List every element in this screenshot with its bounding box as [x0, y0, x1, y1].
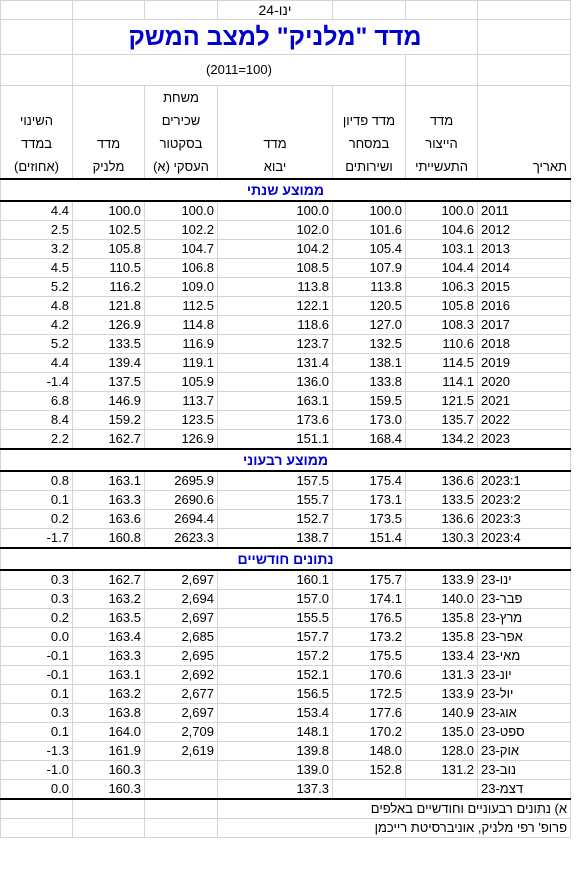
employment-cell: 2,697	[145, 609, 218, 628]
retail-cell: 173.2	[333, 628, 406, 647]
section-annual: ממוצע שנתי	[1, 179, 571, 201]
employment-cell: 102.2	[145, 221, 218, 240]
melnick-cell: 159.2	[73, 411, 145, 430]
imports-cell: 113.8	[218, 278, 333, 297]
retail-cell: 176.5	[333, 609, 406, 628]
date-cell: 2012	[478, 221, 571, 240]
imports-cell: 156.5	[218, 685, 333, 704]
table-row	[1, 647, 571, 666]
industrial-cell: 135.7	[406, 411, 478, 430]
employment-cell: 2,697	[145, 704, 218, 723]
employment-cell: 109.0	[145, 278, 218, 297]
employment-cell: 119.1	[145, 354, 218, 373]
date-cell: אוג-23	[478, 704, 571, 723]
retail-cell: 133.8	[333, 373, 406, 392]
date-cell: 2013	[478, 240, 571, 259]
imports-cell: 148.1	[218, 723, 333, 742]
imports-cell: 160.1	[218, 570, 333, 590]
change-cell: 6.8	[1, 392, 73, 411]
melnick-cell: 164.0	[73, 723, 145, 742]
employment-cell: 126.9	[145, 430, 218, 450]
header-melnick: מדד מלניק	[73, 86, 145, 180]
change-cell: 3.2	[1, 240, 73, 259]
date-cell: 2019	[478, 354, 571, 373]
imports-cell: 155.5	[218, 609, 333, 628]
author-credit: פרופ' רפי מלניק, אוניברסיטת רייכמן	[218, 819, 571, 838]
imports-cell: 100.0	[218, 201, 333, 221]
industrial-cell: 100.0	[406, 201, 478, 221]
employment-cell: 114.8	[145, 316, 218, 335]
melnick-cell: 133.5	[73, 335, 145, 354]
melnick-cell: 163.1	[73, 471, 145, 491]
table-row	[1, 278, 571, 297]
change-cell: 4.2	[1, 316, 73, 335]
retail-cell: 120.5	[333, 297, 406, 316]
industrial-cell: 114.5	[406, 354, 478, 373]
table-row	[1, 201, 571, 221]
table-row	[1, 761, 571, 780]
imports-cell: 137.3	[218, 780, 333, 800]
industrial-cell: 133.5	[406, 491, 478, 510]
melnick-cell: 161.9	[73, 742, 145, 761]
retail-cell: 132.5	[333, 335, 406, 354]
change-cell: 4.8	[1, 297, 73, 316]
table-row	[1, 780, 571, 800]
change-cell: 0.3	[1, 704, 73, 723]
date-cell: 2020	[478, 373, 571, 392]
employment-cell: 113.7	[145, 392, 218, 411]
industrial-cell: 133.9	[406, 570, 478, 590]
retail-cell: 148.0	[333, 742, 406, 761]
page-title: מדד "מלניק" למצב המשק	[73, 20, 478, 55]
change-cell: -1.0	[1, 761, 73, 780]
retail-cell: 174.1	[333, 590, 406, 609]
table-row	[1, 666, 571, 685]
retail-cell: 152.8	[333, 761, 406, 780]
change-cell: 5.2	[1, 335, 73, 354]
melnick-cell: 163.5	[73, 609, 145, 628]
melnick-cell: 105.8	[73, 240, 145, 259]
melnick-cell: 163.2	[73, 685, 145, 704]
date-cell: 2023:1	[478, 471, 571, 491]
table-row	[1, 742, 571, 761]
retail-cell: 175.4	[333, 471, 406, 491]
date-cell: אוק-23	[478, 742, 571, 761]
date-cell: נוב-23	[478, 761, 571, 780]
footnote: א) נתונים רבעוניים וחודשיים באלפים	[218, 799, 571, 819]
imports-cell: 157.2	[218, 647, 333, 666]
retail-cell: 177.6	[333, 704, 406, 723]
table-row	[1, 392, 571, 411]
retail-cell: 159.5	[333, 392, 406, 411]
industrial-cell: 140.0	[406, 590, 478, 609]
change-cell: 0.0	[1, 628, 73, 647]
melnick-cell: 163.3	[73, 647, 145, 666]
change-cell: 0.1	[1, 685, 73, 704]
industrial-cell: 131.2	[406, 761, 478, 780]
melnick-cell: 102.5	[73, 221, 145, 240]
imports-cell: 131.4	[218, 354, 333, 373]
industrial-cell: 121.5	[406, 392, 478, 411]
retail-cell: 170.2	[333, 723, 406, 742]
change-cell: 0.0	[1, 780, 73, 800]
industrial-cell: 135.0	[406, 723, 478, 742]
date-cell: 2023:3	[478, 510, 571, 529]
retail-cell: 172.5	[333, 685, 406, 704]
imports-cell: 173.6	[218, 411, 333, 430]
industrial-cell: 128.0	[406, 742, 478, 761]
employment-cell: 2,619	[145, 742, 218, 761]
industrial-cell: 130.3	[406, 529, 478, 549]
table-row	[1, 354, 571, 373]
melnick-cell: 163.4	[73, 628, 145, 647]
change-cell: 5.2	[1, 278, 73, 297]
retail-cell: 170.6	[333, 666, 406, 685]
date-cell: 2011	[478, 201, 571, 221]
industrial-cell: 131.3	[406, 666, 478, 685]
table-row	[1, 609, 571, 628]
imports-cell: 151.1	[218, 430, 333, 450]
industrial-cell	[406, 780, 478, 800]
employment-cell: 2,694	[145, 590, 218, 609]
melnick-cell: 160.3	[73, 780, 145, 800]
date-cell: 2017	[478, 316, 571, 335]
date-cell: 2023:4	[478, 529, 571, 549]
melnick-cell: 146.9	[73, 392, 145, 411]
table-row	[1, 510, 571, 529]
melnick-cell: 100.0	[73, 201, 145, 221]
change-cell: -1.7	[1, 529, 73, 549]
employment-cell: 2,692	[145, 666, 218, 685]
employment-cell: 2,677	[145, 685, 218, 704]
retail-cell: 138.1	[333, 354, 406, 373]
date-cell: 2022	[478, 411, 571, 430]
change-cell: -1.4	[1, 373, 73, 392]
table-row	[1, 259, 571, 278]
change-cell: 4.4	[1, 354, 73, 373]
industrial-cell: 114.1	[406, 373, 478, 392]
date-cell: 2018	[478, 335, 571, 354]
industrial-cell: 136.6	[406, 471, 478, 491]
melnick-cell: 126.9	[73, 316, 145, 335]
imports-cell: 139.0	[218, 761, 333, 780]
employment-cell	[145, 761, 218, 780]
imports-cell: 136.0	[218, 373, 333, 392]
date-cell: ספט-23	[478, 723, 571, 742]
retail-cell: 113.8	[333, 278, 406, 297]
retail-cell: 175.5	[333, 647, 406, 666]
change-cell: 0.3	[1, 570, 73, 590]
change-cell: -0.1	[1, 647, 73, 666]
employment-cell: 2,685	[145, 628, 218, 647]
date-cell: אפר-23	[478, 628, 571, 647]
change-cell: 4.5	[1, 259, 73, 278]
imports-cell: 157.0	[218, 590, 333, 609]
imports-cell: 102.0	[218, 221, 333, 240]
industrial-cell: 104.6	[406, 221, 478, 240]
table-row	[1, 373, 571, 392]
date-cell: 2023	[478, 430, 571, 450]
industrial-cell: 133.4	[406, 647, 478, 666]
imports-cell: 163.1	[218, 392, 333, 411]
employment-cell: 106.8	[145, 259, 218, 278]
table-row	[1, 411, 571, 430]
imports-cell: 157.5	[218, 471, 333, 491]
employment-cell: 2690.6	[145, 491, 218, 510]
change-cell: 0.2	[1, 510, 73, 529]
retail-cell: 173.5	[333, 510, 406, 529]
change-cell: 0.8	[1, 471, 73, 491]
table-row	[1, 491, 571, 510]
melnick-cell: 160.8	[73, 529, 145, 549]
header-change: השינוי במדד (אחוזים)	[1, 86, 73, 180]
table-row	[1, 316, 571, 335]
retail-cell: 127.0	[333, 316, 406, 335]
table-row	[1, 704, 571, 723]
employment-cell	[145, 780, 218, 800]
industrial-cell: 103.1	[406, 240, 478, 259]
industrial-cell: 108.3	[406, 316, 478, 335]
table-row	[1, 723, 571, 742]
imports-cell: 153.4	[218, 704, 333, 723]
employment-cell: 112.5	[145, 297, 218, 316]
annual-rows	[1, 201, 571, 449]
change-cell: 0.1	[1, 723, 73, 742]
melnick-cell: 163.3	[73, 491, 145, 510]
imports-cell: 138.7	[218, 529, 333, 549]
date-cell: 2014	[478, 259, 571, 278]
retail-cell: 173.1	[333, 491, 406, 510]
change-cell: 2.5	[1, 221, 73, 240]
imports-cell: 104.2	[218, 240, 333, 259]
monthly-rows	[1, 570, 571, 799]
industrial-cell: 133.9	[406, 685, 478, 704]
employment-cell: 105.9	[145, 373, 218, 392]
industrial-cell: 104.4	[406, 259, 478, 278]
date-cell: פבר-23	[478, 590, 571, 609]
change-cell: 2.2	[1, 430, 73, 450]
melnick-cell: 163.2	[73, 590, 145, 609]
melnick-cell: 163.8	[73, 704, 145, 723]
employment-cell: 123.5	[145, 411, 218, 430]
change-cell: 4.4	[1, 201, 73, 221]
imports-cell: 155.7	[218, 491, 333, 510]
retail-cell	[333, 780, 406, 800]
melnick-cell: 137.5	[73, 373, 145, 392]
employment-cell: 116.9	[145, 335, 218, 354]
date-cell: דצמ-23	[478, 780, 571, 800]
imports-cell: 139.8	[218, 742, 333, 761]
table-row	[1, 240, 571, 259]
section-quarterly: ממוצע רבעוני	[1, 449, 571, 471]
table-row	[1, 590, 571, 609]
date-cell: 2015	[478, 278, 571, 297]
header-imports: מדד יבוא	[218, 86, 333, 180]
header-industrial: מדד הייצור התעשייתי	[406, 86, 478, 180]
retail-cell: 173.0	[333, 411, 406, 430]
imports-cell: 118.6	[218, 316, 333, 335]
table-row	[1, 471, 571, 491]
table-row	[1, 529, 571, 549]
imports-cell: 157.7	[218, 628, 333, 647]
section-monthly: נתונים חודשיים	[1, 548, 571, 570]
employment-cell: 2,709	[145, 723, 218, 742]
date-cell: ינו-23	[478, 570, 571, 590]
table-row	[1, 570, 571, 590]
melnick-cell: 139.4	[73, 354, 145, 373]
imports-cell: 123.7	[218, 335, 333, 354]
melnick-cell: 163.1	[73, 666, 145, 685]
melnick-cell: 163.6	[73, 510, 145, 529]
employment-cell: 2694.4	[145, 510, 218, 529]
melnick-cell: 121.8	[73, 297, 145, 316]
change-cell: -1.3	[1, 742, 73, 761]
header-retail: מדד פדיון במסחר ושירותים	[333, 86, 406, 180]
date-cell: מאי-23	[478, 647, 571, 666]
imports-cell: 152.1	[218, 666, 333, 685]
date-cell: 2021	[478, 392, 571, 411]
retail-cell: 105.4	[333, 240, 406, 259]
header-date: תאריך	[478, 86, 571, 180]
imports-cell: 108.5	[218, 259, 333, 278]
industrial-cell: 134.2	[406, 430, 478, 450]
industrial-cell: 135.8	[406, 609, 478, 628]
change-cell: -0.1	[1, 666, 73, 685]
employment-cell: 104.7	[145, 240, 218, 259]
table-row	[1, 297, 571, 316]
employment-cell: 100.0	[145, 201, 218, 221]
date-cell: יול-23	[478, 685, 571, 704]
header-employment: משחת שכירים בסקטור העסקי (א)	[145, 86, 218, 180]
retail-cell: 175.7	[333, 570, 406, 590]
table-row	[1, 628, 571, 647]
report-date: ינו-24	[218, 1, 333, 20]
date-cell: מרץ-23	[478, 609, 571, 628]
retail-cell: 168.4	[333, 430, 406, 450]
change-cell: 8.4	[1, 411, 73, 430]
industrial-cell: 106.3	[406, 278, 478, 297]
table-row	[1, 685, 571, 704]
industrial-cell: 140.9	[406, 704, 478, 723]
industrial-cell: 105.8	[406, 297, 478, 316]
industrial-cell: 110.6	[406, 335, 478, 354]
employment-cell: 2623.3	[145, 529, 218, 549]
change-cell: 0.3	[1, 590, 73, 609]
employment-cell: 2,695	[145, 647, 218, 666]
melnick-cell: 116.2	[73, 278, 145, 297]
employment-cell: 2695.9	[145, 471, 218, 491]
table-row	[1, 221, 571, 240]
melnick-cell: 160.3	[73, 761, 145, 780]
date-cell: יונ-23	[478, 666, 571, 685]
imports-cell: 152.7	[218, 510, 333, 529]
employment-cell: 2,697	[145, 570, 218, 590]
base-year-label: (2011=100)	[73, 55, 406, 86]
table-row	[1, 335, 571, 354]
retail-cell: 151.4	[333, 529, 406, 549]
imports-cell: 122.1	[218, 297, 333, 316]
industrial-cell: 136.6	[406, 510, 478, 529]
retail-cell: 107.9	[333, 259, 406, 278]
melnick-cell: 162.7	[73, 570, 145, 590]
date-cell: 2016	[478, 297, 571, 316]
retail-cell: 100.0	[333, 201, 406, 221]
melnick-cell: 110.5	[73, 259, 145, 278]
quarterly-rows	[1, 471, 571, 548]
table-row	[1, 430, 571, 450]
retail-cell: 101.6	[333, 221, 406, 240]
industrial-cell: 135.8	[406, 628, 478, 647]
change-cell: 0.1	[1, 491, 73, 510]
change-cell: 0.2	[1, 609, 73, 628]
melnick-cell: 162.7	[73, 430, 145, 450]
date-cell: 2023:2	[478, 491, 571, 510]
